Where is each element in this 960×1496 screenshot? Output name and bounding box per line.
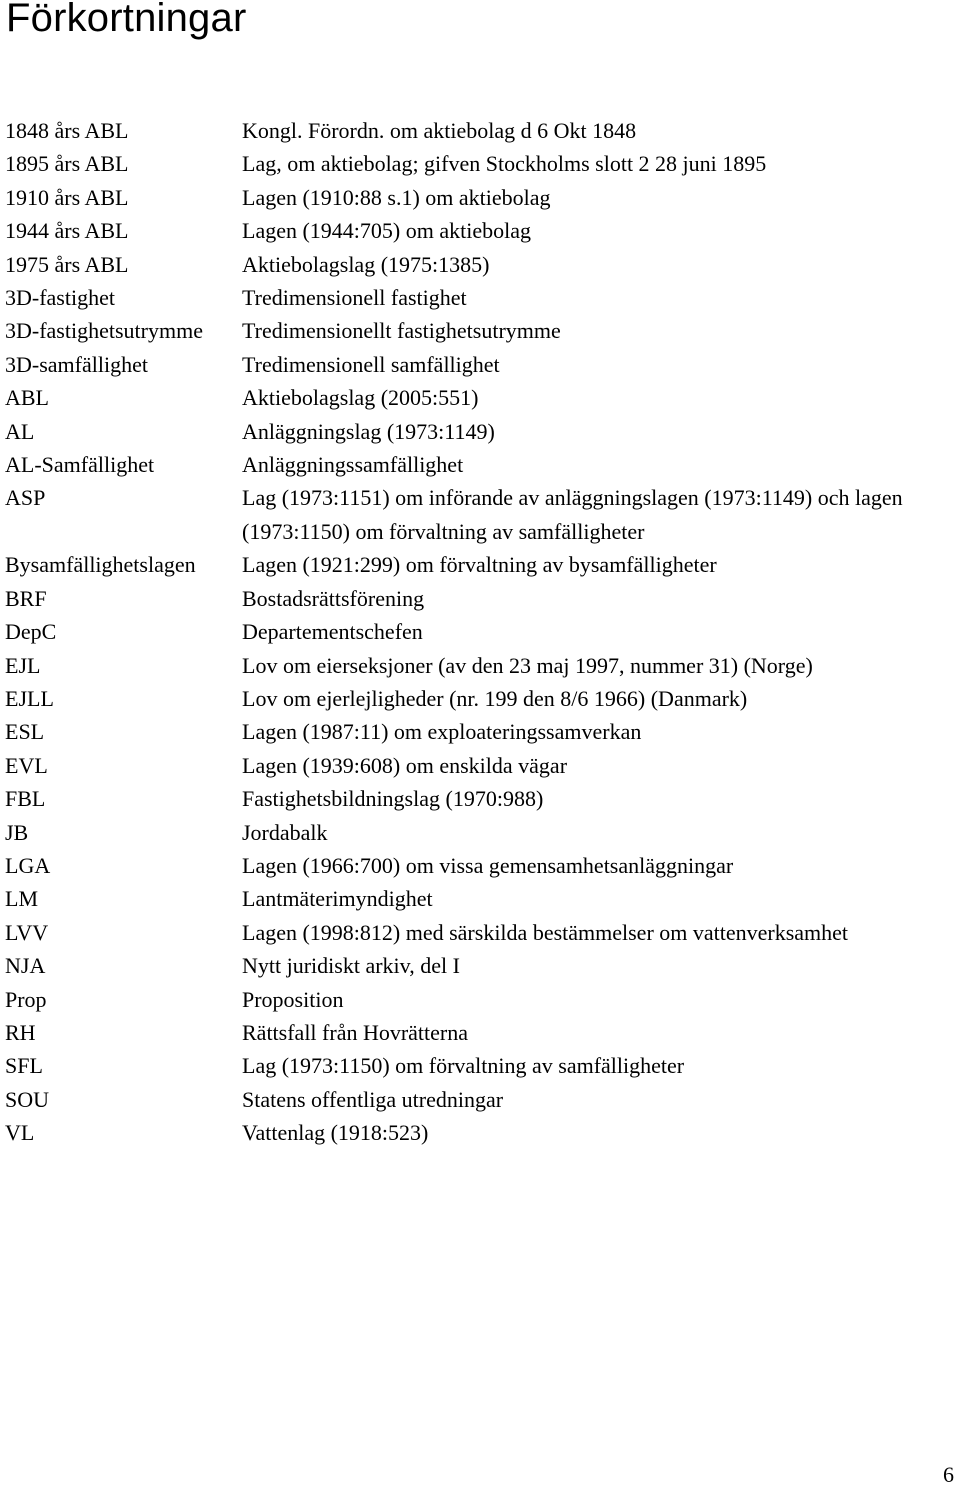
abbreviation-row bbox=[5, 381, 960, 414]
abbreviation-meaning: Lagen (1987:11) om exploateringssamverkan bbox=[242, 719, 642, 745]
abbreviation-meaning: Statens offentliga utredningar bbox=[242, 1086, 504, 1112]
abbreviation-meaning: Nytt juridiskt arkiv, del I bbox=[242, 953, 460, 979]
abbreviation-table bbox=[5, 114, 960, 1150]
abbreviation-list bbox=[5, 114, 960, 1150]
abbreviation-meaning: Lantmäterimyndighet bbox=[242, 886, 433, 912]
abbreviation-row bbox=[5, 147, 960, 180]
abbreviation-term: RH bbox=[5, 1019, 36, 1045]
abbreviation-meaning: Lagen (1998:812) med särskilda bestämmelser om vattenverksamhet bbox=[242, 919, 849, 945]
abbreviation-term: ABL bbox=[5, 385, 49, 411]
abbreviation-row bbox=[5, 181, 960, 214]
abbreviation-meaning: Tredimensionell fastighet bbox=[242, 285, 467, 311]
abbreviation-row bbox=[5, 1016, 960, 1049]
abbreviation-meaning: Vattenlag (1918:523) bbox=[242, 1120, 429, 1146]
abbreviation-row bbox=[5, 715, 960, 748]
abbreviation-row bbox=[5, 615, 960, 648]
abbreviation-row bbox=[5, 882, 960, 915]
abbreviation-row bbox=[5, 1049, 960, 1082]
abbreviation-term: 1944 års ABL bbox=[5, 218, 129, 244]
abbreviation-term: EJL bbox=[5, 652, 41, 678]
abbreviation-term: Prop bbox=[5, 986, 47, 1012]
abbreviation-meaning: Lag (1973:1150) om förvaltning av samfälligheter bbox=[242, 1053, 685, 1079]
abbreviation-meaning: Fastighetsbildningslag (1970:988) bbox=[242, 786, 544, 812]
abbreviation-row bbox=[5, 348, 960, 381]
abbreviation-row bbox=[5, 916, 960, 949]
abbreviation-meaning: Anläggningslag (1973:1149) bbox=[242, 418, 495, 444]
abbreviation-term: VL bbox=[5, 1120, 35, 1146]
abbreviation-meaning: Lagen (1921:299) om förvaltning av bysamfälligheter bbox=[242, 552, 717, 578]
abbreviation-meaning: Rättsfall från Hovrätterna bbox=[242, 1019, 469, 1045]
abbreviation-meaning: Tredimensionellt fastighetsutrymme bbox=[242, 318, 561, 344]
abbreviation-term: 1895 års ABL bbox=[5, 151, 129, 177]
abbreviation-meaning: Aktiebolagslag (2005:551) bbox=[242, 385, 479, 411]
abbreviation-term: EJLL bbox=[5, 685, 54, 711]
abbreviation-meaning: Proposition bbox=[242, 986, 344, 1012]
page-number: 6 bbox=[943, 1462, 954, 1487]
abbreviation-term: LVV bbox=[5, 919, 49, 945]
abbreviation-meaning: Departementschefen bbox=[242, 619, 423, 645]
abbreviation-row bbox=[5, 782, 960, 815]
abbreviation-row bbox=[5, 114, 960, 147]
abbreviation-meaning: Lagen (1910:88 s.1) om aktiebolag bbox=[242, 184, 551, 210]
abbreviation-meaning: Lagen (1966:700) om vissa gemensamhetsanläggningar bbox=[242, 852, 734, 878]
abbreviation-meaning: Lagen (1944:705) om aktiebolag bbox=[242, 218, 531, 244]
abbreviation-term: ESL bbox=[5, 719, 45, 745]
abbreviation-term: BRF bbox=[5, 585, 47, 611]
abbreviation-meaning: Lov om ejerlejligheder (nr. 199 den 8/6 1966) (Danmark) bbox=[242, 685, 748, 711]
abbreviation-term: DepC bbox=[5, 619, 57, 645]
abbreviation-row bbox=[5, 248, 960, 281]
abbreviation-term: 1975 års ABL bbox=[5, 251, 129, 277]
abbreviation-row bbox=[5, 1083, 960, 1116]
abbreviation-term: AL bbox=[5, 418, 35, 444]
abbreviation-meaning: Tredimensionell samfällighet bbox=[242, 351, 500, 377]
abbreviation-row bbox=[5, 281, 960, 314]
abbreviation-term: 1848 års ABL bbox=[5, 118, 129, 143]
abbreviation-row bbox=[5, 983, 960, 1016]
abbreviation-row bbox=[5, 415, 960, 448]
abbreviation-row bbox=[5, 548, 960, 581]
abbreviation-term: 3D-fastighetsutrymme bbox=[5, 318, 203, 344]
abbreviation-meaning: Anläggningssamfällighet bbox=[242, 452, 464, 478]
abbreviation-row bbox=[5, 849, 960, 882]
abbreviation-row bbox=[5, 481, 960, 548]
abbreviation-term: LGA bbox=[5, 852, 51, 878]
abbreviation-row bbox=[5, 1116, 960, 1149]
abbreviation-term: SOU bbox=[5, 1086, 50, 1112]
abbreviation-term: 3D-fastighet bbox=[5, 285, 115, 311]
abbreviation-term: SFL bbox=[5, 1053, 43, 1079]
abbreviation-meaning: Lov om eierseksjoner (av den 23 maj 1997, nummer 31) (Norge) bbox=[242, 652, 813, 678]
abbreviation-term: AL-Samfällighet bbox=[5, 452, 155, 478]
abbreviation-row bbox=[5, 214, 960, 247]
abbreviation-meaning: Lag (1973:1151) om införande av anläggningslagen (1973:1149) och lagen (1973:1150) om förvaltning av samfälligheter bbox=[242, 485, 903, 544]
abbreviation-term: 3D-samfällighet bbox=[5, 351, 148, 377]
abbreviation-meaning: Lag, om aktiebolag; gifven Stockholms slott 2 28 juni 1895 bbox=[242, 151, 767, 177]
abbreviation-row bbox=[5, 448, 960, 481]
abbreviation-term: NJA bbox=[5, 953, 46, 979]
abbreviation-row bbox=[5, 582, 960, 615]
abbreviation-row bbox=[5, 649, 960, 682]
abbreviation-row bbox=[5, 816, 960, 849]
abbreviation-row bbox=[5, 949, 960, 982]
abbreviation-term: LM bbox=[5, 886, 38, 912]
abbreviation-term: JB bbox=[5, 819, 29, 845]
abbreviation-term: 1910 års ABL bbox=[5, 184, 129, 210]
abbreviation-meaning: Lagen (1939:608) om enskilda vägar bbox=[242, 752, 568, 778]
abbreviation-term: FBL bbox=[5, 786, 46, 812]
abbreviation-meaning: Bostadsrättsförening bbox=[242, 585, 425, 611]
abbreviation-row bbox=[5, 682, 960, 715]
abbreviation-meaning: Jordabalk bbox=[242, 819, 328, 845]
abbreviation-term: ASP bbox=[5, 485, 46, 511]
abbreviation-term: Bysamfällighetslagen bbox=[5, 552, 196, 578]
page-title: Förkortningar bbox=[6, 0, 247, 40]
abbreviation-meaning: Aktiebolagslag (1975:1385) bbox=[242, 251, 490, 277]
abbreviation-row bbox=[5, 314, 960, 347]
abbreviation-term: EVL bbox=[5, 752, 48, 778]
abbreviation-row bbox=[5, 749, 960, 782]
abbreviation-meaning: Kongl. Förordn. om aktiebolag d 6 Okt 1848 bbox=[242, 118, 637, 143]
